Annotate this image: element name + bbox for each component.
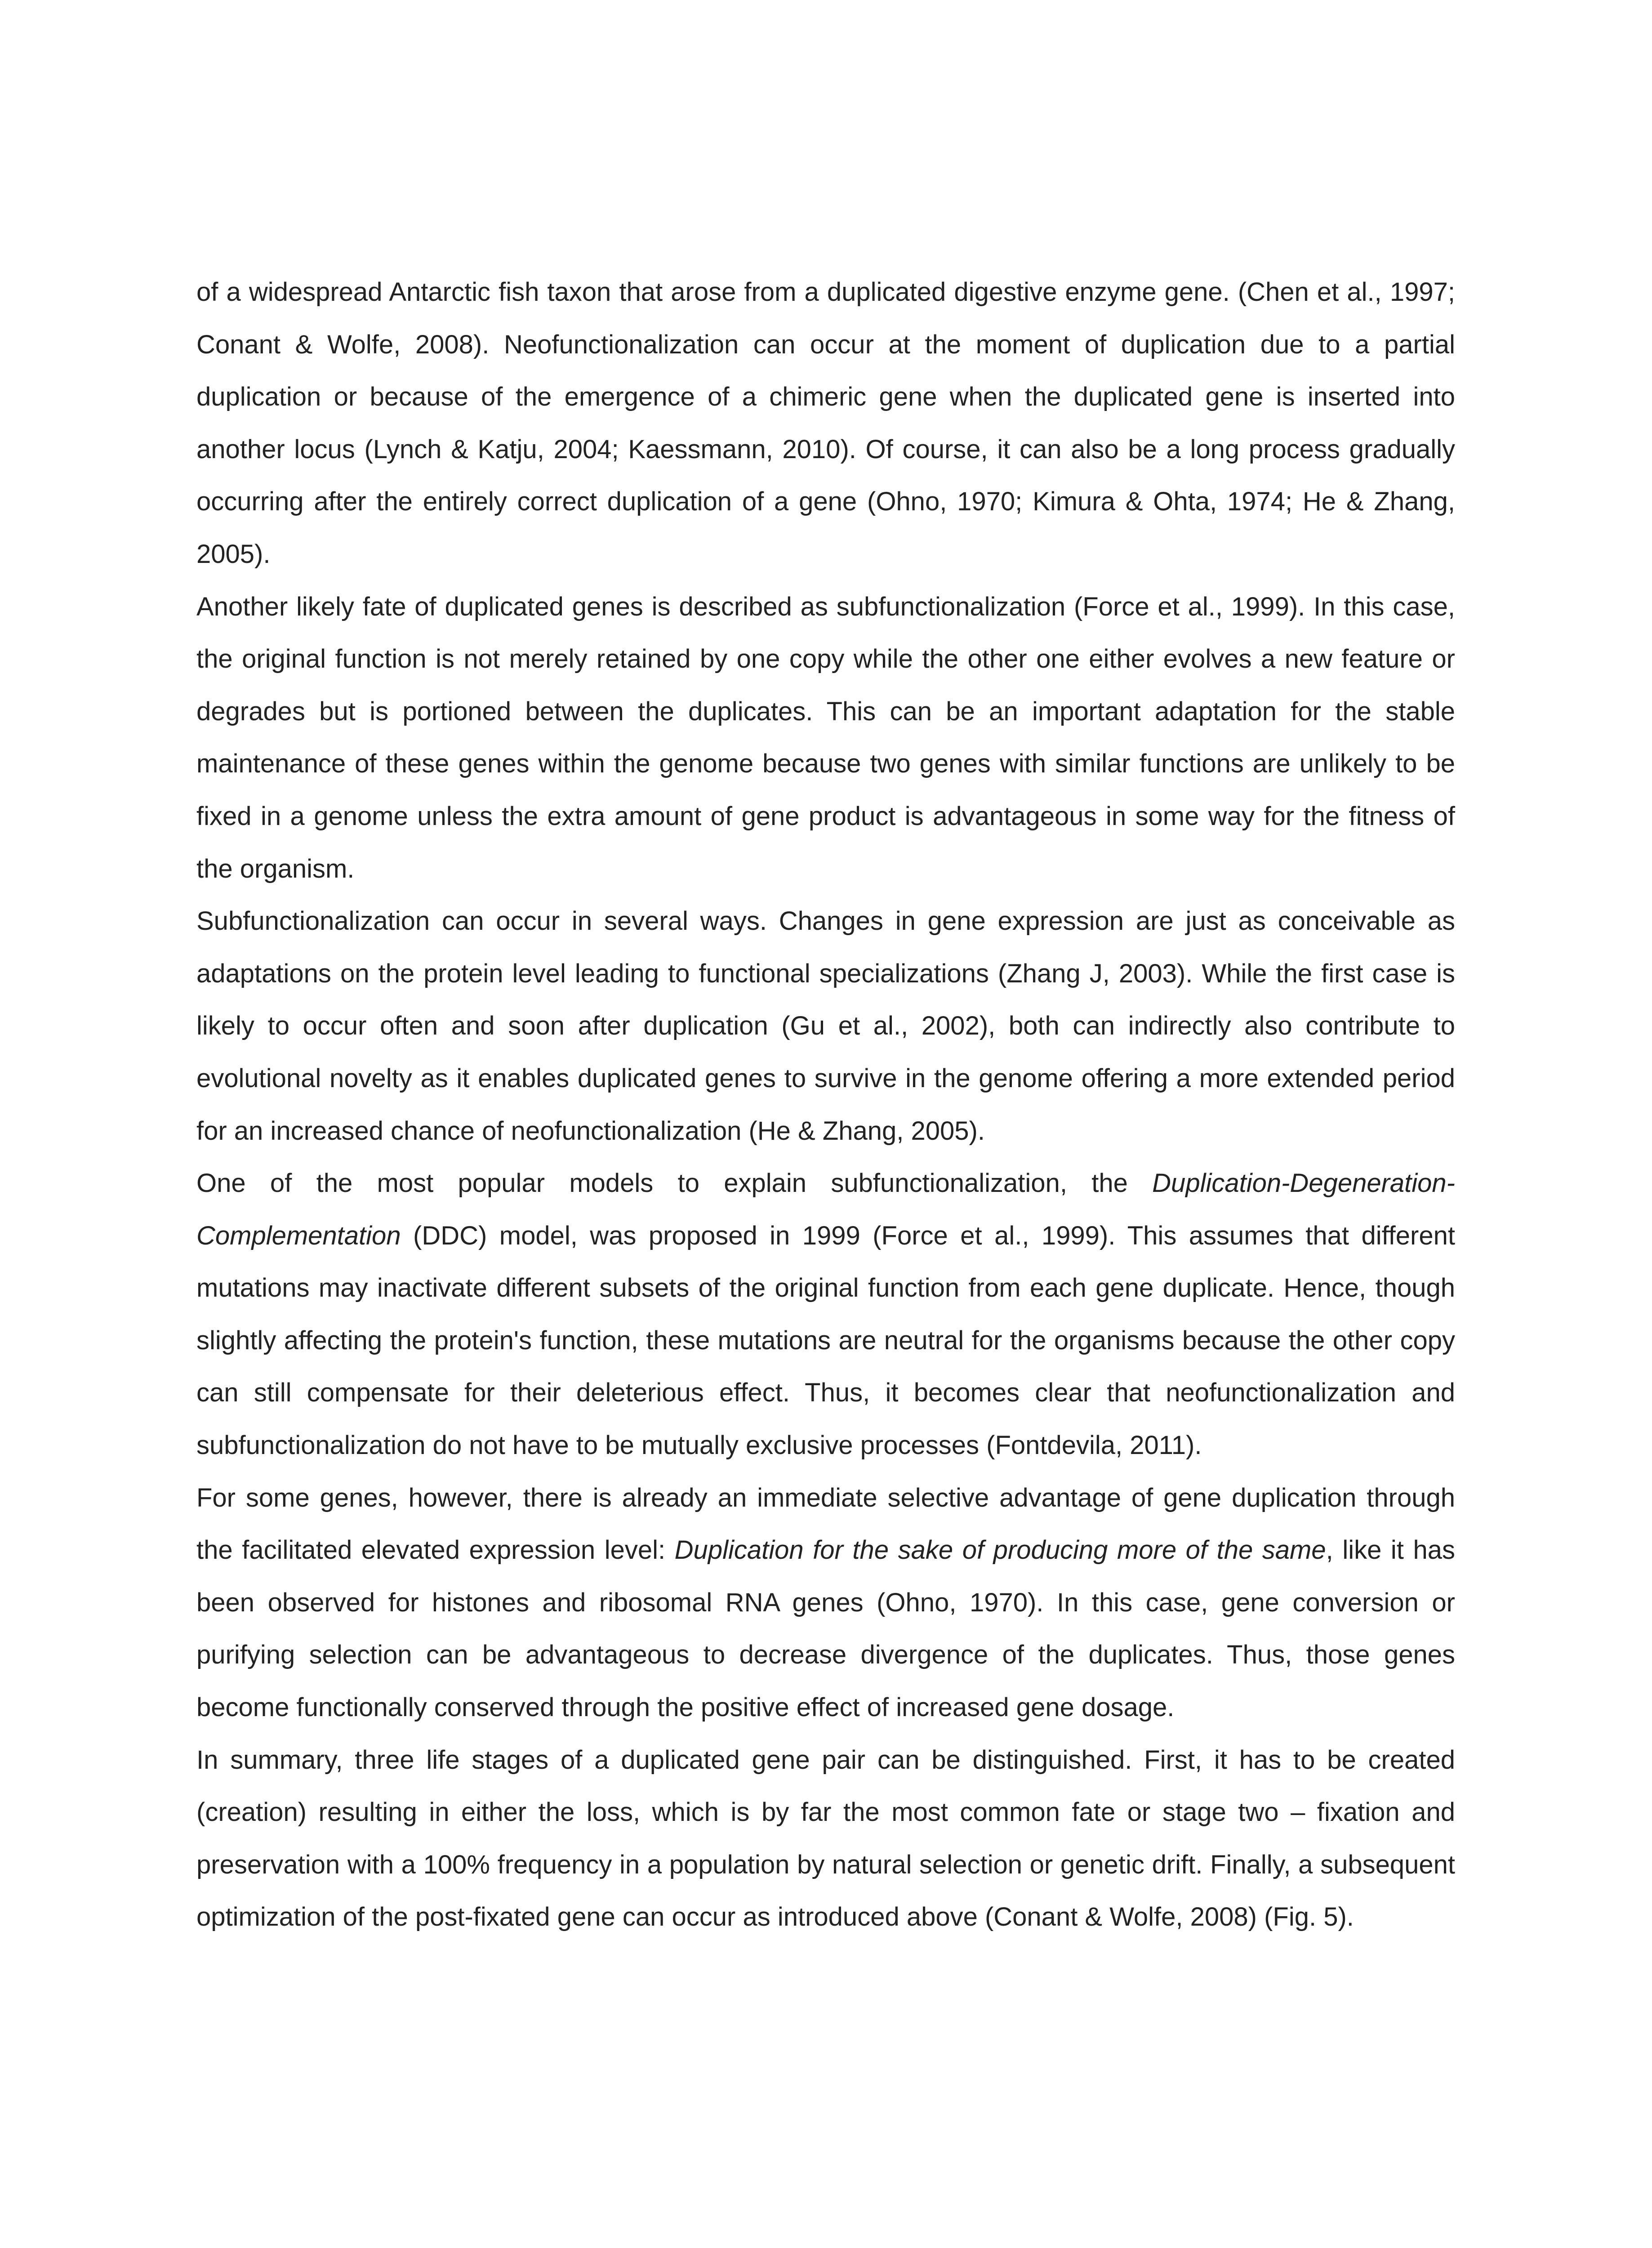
paragraph-text: One of the most popular models to explain subfunctionalization, the	[196, 1169, 1153, 1198]
paragraph-subfunctionalization-ways: Subfunctionalization can occur in several ways. Changes in gene expression are just as conceivable as adaptations on the protein level leading to functional specializations (Zhang J, 2003). While the first case is likely to occur often and soon after duplication (Gu et al., 2002), both can indirectly also contribute to evolutional novelty as it enables duplicated genes to survive in the genome offering a more extended period for an increased chance of neofunctionalization (He & Zhang, 2005).	[196, 906, 1455, 1146]
paragraph-ddc-model	[196, 1157, 1455, 1472]
paragraph-gene-dosage	[196, 1472, 1455, 1734]
paragraph-neofunctionalization: of a widespread Antarctic fish taxon that arose from a duplicated digestive enzyme gene. (Chen et al., 1997; Conant & Wolfe, 2008). Neofunctionalization can occur at the moment of duplication due to a partial duplication or because of the emergence of a chimeric gene when the duplicated gene is inserted into another locus (Lynch & Katju, 2004; Kaessmann, 2010). Of course, it can also be a long process gradually occurring after the entirely correct duplication of a gene (Ohno, 1970; Kimura & Ohta, 1974; He & Zhang, 2005).	[196, 277, 1455, 569]
italic-term: Duplication-Degeneration-Complementation	[196, 1169, 1455, 1250]
paragraph-text: For some genes, however, there is already an immediate selective advantage of gene duplication through the facilitated elevated expression level:	[196, 1483, 1455, 1565]
paragraph-text: (DDC) model, was proposed in 1999 (Force et al., 1999). This assumes that different mutations may inactivate different subsets of the original function from each gene duplicate. Hence, though slightly affecting the protein's function, these mutations are neutral for the organisms because the other copy can still compensate for their deleterious effect. Thus, it becomes clear that neofunctionalization and subfunctionalization do not have to be mutually exclusive processes (Fontdevila, 2011).	[196, 1221, 1455, 1460]
paragraph-subfunctionalization-intro: Another likely fate of duplicated genes is described as subfunctionalization (Force et al., 1999). In this case, the original function is not merely retained by one copy while the other one either evolves a new feature or degrades but is portioned between the duplicates. This can be an important adaptation for the stable maintenance of these genes within the genome because two genes with similar functions are unlikely to be fixed in a genome unless the extra amount of gene product is advantageous in some way for the fitness of the organism.	[196, 592, 1455, 883]
paragraph-text: , like it has been observed for histones and ribosomal RNA genes (Ohno, 1970). In this case, gene conversion or purifying selection can be advantageous to decrease divergence of the duplicates. Thus, those genes become functionally conserved through the positive effect of increased gene dosage.	[196, 1535, 1455, 1722]
italic-term: Duplication for the sake of producing more of the same	[674, 1535, 1326, 1565]
paragraph-summary: In summary, three life stages of a duplicated gene pair can be distinguished. First, it has to be created (creation) resulting in either the loss, which is by far the most common fate or stage two – fixation and preservation with a 100% frequency in a population by natural selection or genetic drift. Finally, a subsequent optimization of the post-fixated gene can occur as introduced above (Conant & Wolfe, 2008) (Fig. 5).	[196, 1745, 1455, 1932]
body-text	[196, 266, 1455, 1944]
